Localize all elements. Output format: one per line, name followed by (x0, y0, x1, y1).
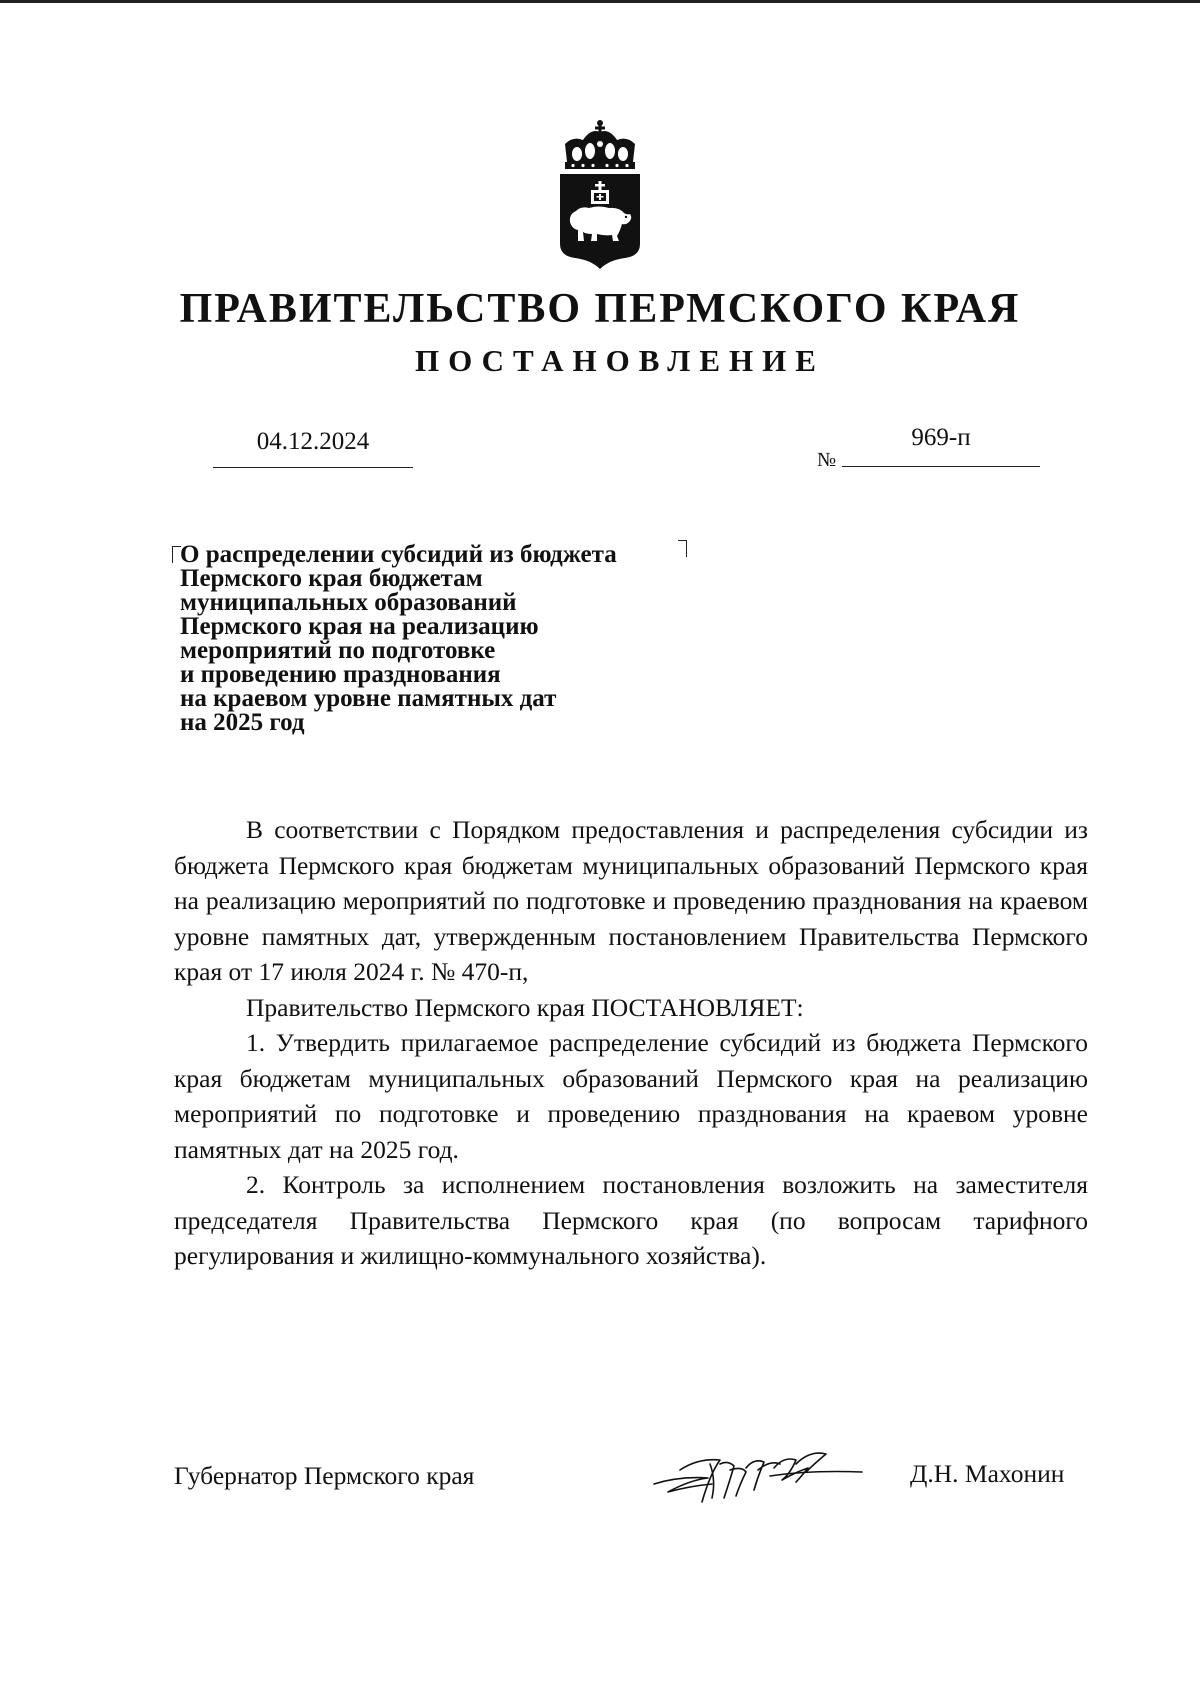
subject-line: мероприятий по подготовке (180, 637, 496, 664)
subject-line: Пермского края бюджетам (180, 565, 483, 592)
signatory-name: Д.Н. Махонин (910, 1459, 1065, 1488)
document-body (174, 812, 1088, 1274)
number-underline (842, 466, 1040, 467)
body-paragraph-item-1: 1. Утвердить прилагаемое распределение субсидий из бюджета Пермского края бюджетам муниципальных образований Пермского края на реализацию мероприятий по подготовке и проведению празднования на краевом уровне памятных дат на 2025 год. (174, 1028, 1088, 1164)
subject-line: О распределении субсидий из бюджета (180, 541, 617, 568)
perm-krai-coat-of-arms-icon (553, 118, 647, 270)
subject-line: муниципальных образований (180, 589, 517, 616)
document-date: 04.12.2024 (256, 428, 370, 455)
document-number: 969-п (911, 424, 971, 451)
body-paragraph-item-2: 2. Контроль за исполнением постановления возложить на заместителя председателя Правительства Пермского края (по вопросам тарифного регулирования и жилищно-коммунального хозяйства). (174, 1170, 1088, 1270)
subject-line: Пермского края на реализацию (180, 613, 539, 640)
subject-line: на 2025 год (180, 709, 305, 736)
document-subject (180, 543, 720, 735)
handwritten-signature (650, 1440, 865, 1510)
number-sign: № (817, 449, 837, 471)
organization-title: ПРАВИТЕЛЬСТВО ПЕРМСКОГО КРАЯ (179, 286, 1021, 332)
body-paragraph-preamble: В соответствии с Порядком предоставления и распределения субсидии из бюджета Пермского края бюджетам муниципальных образований Пермского края на реализацию мероприятий по подготовке и проведению празднования на краевом уровне памятных дат, утвержденным постановлением Правительства Пермского края от 17 июля 2024 г. № 470-п, (174, 815, 1088, 986)
document-type: ПОСТАНОВЛЕНИЕ (415, 343, 825, 378)
scan-top-edge (0, 0, 1200, 3)
date-underline (213, 467, 413, 468)
body-paragraph-resolves: Правительство Пермского края ПОСТАНОВЛЯЕТ: (246, 992, 804, 1022)
signatory-role: Губернатор Пермского края (174, 1461, 475, 1490)
subject-line: и проведению празднования (180, 661, 501, 688)
subject-line: на краевом уровне памятных дат (180, 685, 557, 712)
